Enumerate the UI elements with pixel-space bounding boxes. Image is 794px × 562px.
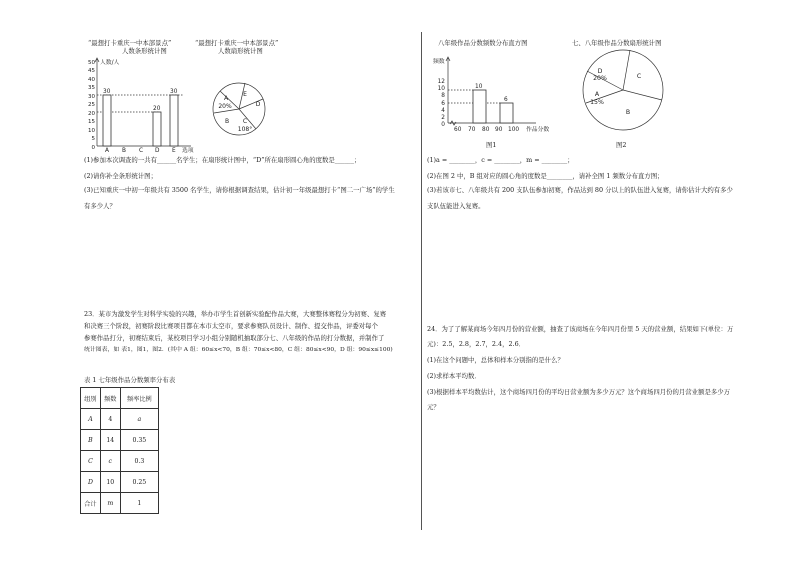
pie2-title: 七、八年级作品分数扇形统计图	[572, 39, 662, 47]
histogram-title: 八年级作品分数频数分布直方图	[438, 39, 528, 47]
pie-chart-right	[578, 47, 668, 137]
problem-24-q3-line1: (3)根据样本平均数估计，这个商场四月份的平均日营业额为多少万元？这个商场四月份的月营业额是多少万	[427, 388, 731, 396]
y-tick: 20	[88, 111, 95, 117]
hist-bar-label: 6	[504, 97, 508, 103]
hist-bar-label: 10	[475, 84, 483, 90]
y-tick: 15	[88, 119, 95, 125]
svg-text:D: D	[155, 148, 160, 153]
y-tick: 45	[88, 68, 95, 74]
slice-d-label: D	[255, 101, 261, 108]
histogram-chart	[424, 52, 559, 137]
problem-23-line: 23．某市为激发学生对科学实验的兴趣，举办市学生首创新实验配作品大赛，大赛整体赛程分为初赛、复赛	[84, 310, 387, 318]
y-tick: 35	[88, 85, 95, 91]
y-tick: 10	[88, 128, 95, 134]
slice-e-label: E	[243, 91, 247, 98]
hist-x-tick: 80	[482, 127, 490, 133]
table-cell: c	[100, 451, 120, 472]
problem-24-q2: (2)求样本平均数．	[427, 372, 481, 380]
bar-e	[170, 95, 178, 146]
table-cell: B	[81, 430, 101, 451]
pie-chart-left	[205, 80, 275, 140]
y-tick: 30	[88, 94, 95, 100]
table-cell: 0.35	[120, 430, 158, 451]
hist-y-tick: 4	[441, 108, 445, 114]
question-3-line1: (3)已知重庆一中初一年级共有 3500 名学生，请你根据调查结果，估计初一年级最想打卡“图二一广场”的学生	[84, 186, 395, 194]
problem-24-q1: (1)在这个问题中，总体和样本分别指的是什么？	[427, 356, 564, 364]
table-row	[81, 409, 159, 430]
svg-text:C: C	[139, 148, 144, 153]
hist-x-tick: 90	[495, 127, 503, 133]
table-row	[81, 451, 159, 472]
hist-y-tick: 12	[437, 79, 445, 85]
hist-bar-70-80	[473, 90, 486, 123]
y-tick: 40	[88, 77, 95, 83]
slice-b-label: B	[224, 118, 230, 125]
hist-x-tick: 60	[454, 127, 462, 133]
right-question-2: (2)在图 2 中，B 组对应的圆心角的度数是________，请补全图 1 频数分布直方图；	[427, 172, 664, 180]
table-cell: 合计	[81, 493, 101, 514]
slice-c-angle: 108°	[237, 126, 253, 133]
table-row	[81, 493, 159, 514]
table-cell: A	[81, 409, 101, 430]
hist-y-tick: 10	[437, 86, 445, 92]
hist-y-tick: 6	[441, 101, 445, 107]
svg-text:E: E	[172, 148, 176, 153]
table-row	[81, 430, 159, 451]
table-header: 频率比例	[120, 388, 158, 409]
slice-a-label-2: A	[594, 91, 600, 98]
question-1: (1)参加本次调查的一共有______名学生；在扇形统计图中，“D”所在扇形圆心角的度数是______；	[84, 156, 361, 164]
table-cell: C	[81, 451, 101, 472]
y-tick: 25	[88, 102, 95, 108]
bar-chart	[83, 53, 198, 153]
question-2: (2)请你补全条形统计图；	[84, 172, 157, 180]
table-cell: 0.25	[120, 472, 158, 493]
slice-c-label: C	[242, 118, 248, 125]
table-header: 组别	[81, 388, 101, 409]
column-divider	[421, 32, 422, 530]
bar-e-label: 30	[170, 89, 178, 95]
hist-bar-90-100	[500, 103, 513, 123]
problem-24-line1: 24．为了了解某商场今年四月份的营业额，抽查了该商场在今年四月份里 5 天的营业额，结果如下(单位：万	[427, 325, 734, 333]
hist-y-tick: 2	[441, 115, 445, 121]
table-row	[81, 472, 159, 493]
table-header-row	[81, 388, 159, 409]
bar-d-label: 20	[153, 106, 161, 112]
hist-y-tick: 8	[441, 93, 445, 99]
table-cell: 14	[100, 430, 120, 451]
y-tick: 5	[91, 136, 95, 142]
table-cell: 4	[100, 409, 120, 430]
problem-23-line: 和决赛三个阶段，初赛阶段比赛项目都在本市太空市，要求参赛队员设计、制作、提交作品，评委对每个	[84, 321, 378, 330]
slice-d-percent-2: 20%	[593, 75, 607, 82]
bar-a-label: 30	[103, 89, 111, 95]
bar-chart-subtitle: 人数条形统计图	[122, 47, 167, 55]
y-tick: 50	[88, 60, 95, 66]
figure-2-caption: 图2	[616, 141, 627, 149]
table-title: 表 1 七年级作品分数频率分布表	[84, 376, 176, 384]
problem-23-line: 参赛作品打分，初赛结束后，某校项目学习小组分别随机抽取部分七、八年级的作品的打分数据，并制作了	[84, 333, 385, 342]
table-header: 频数	[100, 388, 120, 409]
right-question-1: (1)a = ________，c = ________，m = ________；	[427, 156, 574, 164]
slice-d-label-2: D	[597, 68, 603, 75]
question-3-line2: 有多少人？	[84, 202, 116, 210]
hist-y-label: 频数	[433, 59, 445, 65]
problem-24-line2: 元)：2.5，2.8，2.7，2.4，2.6．	[427, 340, 526, 348]
svg-text:B: B	[122, 148, 126, 153]
table-cell: a	[120, 409, 158, 430]
problem-24-q3-line2: 元？	[427, 403, 440, 411]
x-axis-label: 选项	[182, 148, 194, 153]
y-tick: 0	[91, 145, 95, 151]
y-axis-label: 人数/人	[100, 60, 120, 66]
bar-chart-title: “最想打卡重庆一中本部景点”	[88, 39, 172, 47]
right-question-3-line2: 支队伍能进入复赛。	[427, 202, 485, 210]
pie-chart-subtitle: 人数扇形统计图	[218, 47, 263, 55]
problem-23	[84, 309, 416, 355]
hist-x-tick: 70	[468, 127, 476, 133]
table-cell: 0.3	[120, 451, 158, 472]
figure-1-caption: 图1	[486, 141, 497, 149]
hist-x-label: 作品分数	[526, 127, 550, 133]
bar-a	[103, 95, 111, 146]
slice-a-percent: 20%	[218, 103, 232, 110]
pie-chart-title: “最想打卡重庆一中本部景点”	[195, 39, 279, 47]
slice-a-label: A	[223, 95, 229, 102]
bar-d	[153, 112, 161, 146]
frequency-table	[80, 387, 159, 514]
svg-text:A: A	[105, 148, 109, 153]
table-cell: D	[81, 472, 101, 493]
hist-y-tick: 0	[441, 122, 445, 128]
table-cell: 1	[120, 493, 158, 514]
problem-23-line: 统计图表，如 表1，图1，图2．(其中 A 组：60≤x<70，B 组：70≤x<80，C 组：80≤x<90，D 组：90≤x≤100)	[84, 346, 393, 353]
table-cell: m	[100, 493, 120, 514]
slice-a-percent-2: 15%	[590, 99, 604, 106]
slice-c-label-2: C	[636, 73, 642, 80]
right-question-3-line1: (3)若该市七、八年级共有 200 支队伍参加初赛，作品达到 80 分以上的队伍进入复赛，请你估计大约有多少	[427, 186, 733, 194]
slice-b-label-2: B	[625, 109, 631, 116]
hist-x-tick: 100	[508, 127, 520, 133]
table-cell: 10	[100, 472, 120, 493]
